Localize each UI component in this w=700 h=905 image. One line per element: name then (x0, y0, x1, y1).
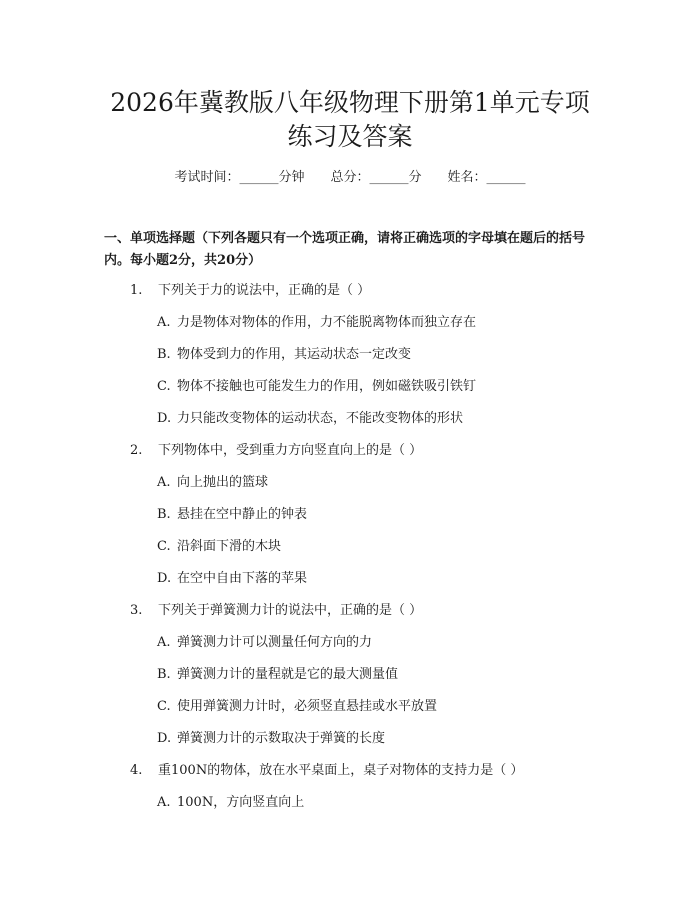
question-3-option-a (157, 633, 372, 653)
question-3-option-b (157, 665, 398, 685)
question-text: 下列关于弹簧测力计的说法中，正确的是（ ） (158, 603, 423, 618)
question-1-option-b (157, 345, 411, 365)
option-text: 弹簧测力计的示数取决于弹簧的长度 (177, 731, 386, 746)
question-3-option-d (157, 729, 385, 749)
option-letter: A. (157, 795, 171, 810)
option-text: 悬挂在空中静止的钟表 (177, 507, 308, 522)
option-text: 力是物体对物体的作用，力不能脱离物体而独立存在 (177, 315, 477, 330)
option-text: 物体受到力的作用，其运动状态一定改变 (177, 347, 412, 362)
option-letter: A. (157, 315, 171, 330)
option-text: 在空中自由下落的苹果 (177, 571, 308, 586)
option-letter: D. (157, 731, 172, 746)
question-1-option-d (157, 409, 463, 429)
option-text: 向上抛出的篮球 (177, 475, 269, 490)
option-text: 100N，方向竖直向上 (177, 795, 305, 810)
total-score-field: 总分：______分 (330, 170, 422, 185)
question-3 (130, 601, 422, 621)
exam-meta (0, 168, 700, 188)
option-letter: B. (157, 507, 171, 522)
option-letter: C. (157, 379, 171, 394)
question-1-option-a (157, 313, 476, 333)
question-text: 重100N的物体，放在水平桌面上，桌子对物体的支持力是（ ） (158, 763, 524, 778)
option-text: 使用弹簧测力计时，必须竖直悬挂或水平放置 (177, 699, 438, 714)
option-text: 弹簧测力计可以测量任何方向的力 (177, 635, 373, 650)
document-title-line-2: 练习及答案 (287, 122, 413, 151)
question-2 (130, 441, 422, 461)
option-letter: B. (157, 667, 171, 682)
question-text: 下列物体中，受到重力方向竖直向上的是（ ） (158, 443, 423, 458)
option-text: 力只能改变物体的运动状态，不能改变物体的形状 (177, 411, 464, 426)
question-4-option-a (157, 793, 304, 813)
question-number: 3. (130, 603, 143, 618)
section-heading: 一、单项选择题（下列各题只有一个选项正确，请将正确选项的字母填在题后的括号内。每小题2分，共20分） (104, 231, 586, 268)
question-1-option-c (157, 377, 476, 397)
option-letter: B. (157, 347, 171, 362)
option-letter: D. (157, 571, 172, 586)
question-2-option-c (157, 537, 281, 557)
question-2-option-a (157, 473, 268, 493)
exam-time-field: 考试时间：______分钟 (174, 170, 305, 185)
option-letter: D. (157, 411, 172, 426)
question-4 (130, 761, 523, 781)
option-text: 弹簧测力计的量程就是它的最大测量值 (177, 667, 399, 682)
question-1 (130, 281, 370, 301)
option-letter: C. (157, 539, 171, 554)
document-title-line-1: 2026年冀教版八年级物理下册第1单元专项 (110, 88, 590, 117)
option-letter: C. (157, 699, 171, 714)
option-letter: A. (157, 635, 171, 650)
question-number: 1. (130, 283, 143, 298)
question-number: 2. (130, 443, 143, 458)
option-text: 物体不接触也可能发生力的作用，例如磁铁吸引铁钉 (177, 379, 477, 394)
student-name-field: 姓名：______ (447, 170, 526, 185)
option-letter: A. (157, 475, 171, 490)
question-2-option-d (157, 569, 307, 589)
question-text: 下列关于力的说法中，正确的是（ ） (158, 283, 371, 298)
option-text: 沿斜面下滑的木块 (177, 539, 282, 554)
question-number: 4. (130, 763, 143, 778)
question-2-option-b (157, 505, 307, 525)
question-3-option-c (157, 697, 437, 717)
